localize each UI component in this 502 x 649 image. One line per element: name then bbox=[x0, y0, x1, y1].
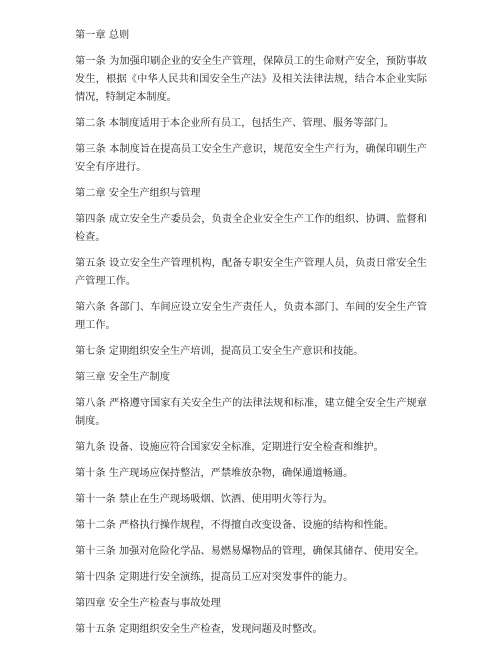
article-12: 第十二条 严格执行操作规程，不得擅自改变设备、设施的结构和性能。 bbox=[75, 520, 395, 531]
article-9: 第九条 设备、设施应符合国家安全标准，定期进行安全检查和维护。 bbox=[75, 442, 384, 453]
article-13: 第十三条 加强对危险化学品、易燃易爆物品的管理，确保其储存、使用安全。 bbox=[75, 546, 425, 557]
article-7: 第七条 定期组织安全生产培训，提高员工安全生产意识和技能。 bbox=[75, 346, 364, 357]
document-page bbox=[75, 27, 427, 647]
article-4: 第四条 成立安全生产委员会，负责全企业安全生产工作的组织、协调、监督和检查。 bbox=[75, 214, 427, 243]
article-11: 第十一条 禁止在生产现场吸烟、饮酒、使用明火等行为。 bbox=[75, 494, 333, 505]
chapter-3-heading: 第三章 安全生产制度 bbox=[75, 372, 170, 383]
article-14: 第十四条 定期进行安全演练，提高员工应对突发事件的能力。 bbox=[75, 572, 354, 583]
chapter-2-heading: 第二章 安全生产组织与管理 bbox=[75, 188, 201, 199]
article-2: 第二条 本制度适用于本企业所有员工，包括生产、管理、服务等部门。 bbox=[75, 118, 395, 129]
article-15: 第十五条 定期组织安全生产检查，发现问题及时整改。 bbox=[75, 624, 323, 635]
article-3: 第三条 本制度旨在提高员工安全生产意识，规范安全生产行为，确保印刷生产安全有序进行。 bbox=[75, 144, 427, 173]
chapter-4-heading: 第四章 安全生产检查与事故处理 bbox=[75, 598, 221, 609]
article-8: 第八条 严格遵守国家有关安全生产的法律法规和标准，建立健全安全生产规章制度。 bbox=[75, 398, 427, 427]
article-1: 第一条 为加强印刷企业的安全生产管理，保障员工的生命财产安全，预防事故发生，根据《中华人民共和国安全生产法》及相关法律法规，结合本企业实际情况，特制定本制度。 bbox=[75, 56, 427, 103]
article-5: 第五条 设立安全生产管理机构，配备专职安全生产管理人员，负责日常安全生产管理工作。 bbox=[75, 258, 427, 287]
chapter-1-heading: 第一章 总则 bbox=[75, 30, 130, 41]
article-10: 第十条 生产现场应保持整洁，严禁堆放杂物，确保通道畅通。 bbox=[75, 468, 354, 479]
article-6: 第六条 各部门、车间应设立安全生产责任人，负责本部门、车间的安全生产管理工作。 bbox=[75, 302, 427, 331]
